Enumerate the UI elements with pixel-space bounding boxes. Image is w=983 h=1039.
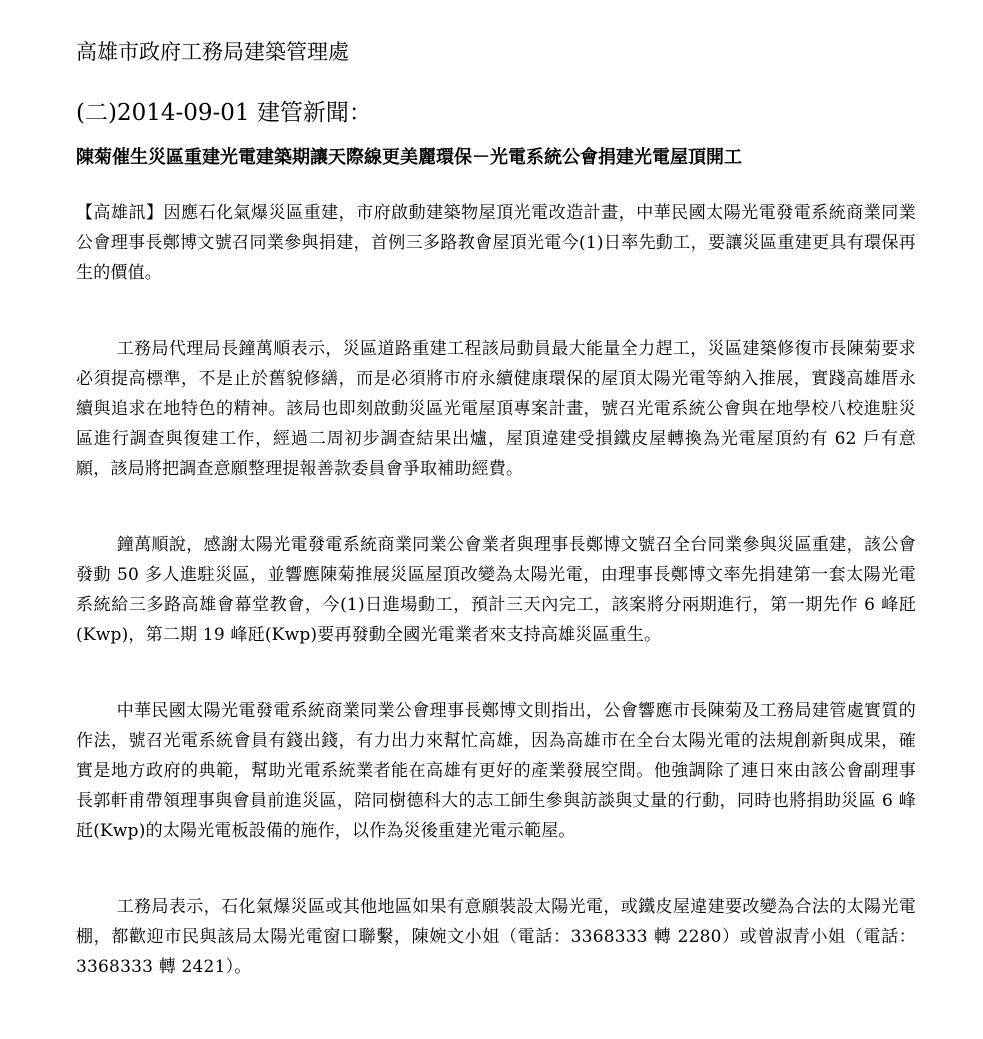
article-body xyxy=(76,198,916,982)
organization-header: 高雄市政府工務局建築管理處 xyxy=(76,40,349,64)
paragraph: 中華民國太陽光電發電系統商業同業公會理事長鄭博文則指出，公會響應市長陳菊及工務局建管處實質的作法，號召光電系統會員有錢出錢，有力出力來幫忙高雄，因為高雄市在全台太陽光電的法規創新與成果，確實是地方政府的典範，幫助光電系統業者能在高雄有更好的產業發展空間。他強調除了連日來由該公會副理事長郭軒甫帶領理事與會員前進災區，陪同樹德科大的志工師生參與訪談與丈量的行動，同時也將捐助災區 6 峰瓩(Kwp)的太陽光電板設備的施作，以作為災後重建光電示範屋。 xyxy=(76,701,916,841)
section-title: (二)2014-09-01 建管新聞： xyxy=(76,100,372,126)
paragraph-intro: 【高雄訊】因應石化氣爆災區重建，市府啟動建築物屋頂光電改造計畫，中華民國太陽光電發電系統商業同業公會理事長鄭博文號召同業參與捐建，首例三多路教會屋頂光電今(1)日率先動工，要讓災區重建更具有環保再生的價值。 xyxy=(76,203,916,283)
paragraph-contact: 工務局表示，石化氣爆災區或其他地區如果有意願裝設太陽光電，或鐵皮屋違建要改變為合法的太陽光電棚，都歡迎市民與該局太陽光電窗口聯繫，陳婉文小姐（電話：3368333 轉 2280）或曾淑青小姐（電話：3368333 轉 2421）。 xyxy=(76,897,916,977)
paragraph: 鐘萬順說，感謝太陽光電發電系統商業同業公會業者與理事長鄭博文號召全台同業參與災區重建，該公會發動 50 多人進駐災區，並響應陳菊推展災區屋頂改變為太陽光電，由理事長鄭博文率先捐建第一套太陽光電系統給三多路高雄會幕堂教會，今(1)日進場動工，預計三天內完工，該案將分兩期進行，第一期先作 6 峰瓩(Kwp)，第二期 19 峰瓩(Kwp)要再發動全國光電業者來支持高雄災區重生。 xyxy=(76,535,916,645)
news-headline: 陳菊催生災區重建光電建築期讓天際線更美麗環保－光電系統公會捐建光電屋頂開工 xyxy=(76,147,742,168)
paragraph: 工務局代理局長鐘萬順表示，災區道路重建工程該局動員最大能量全力趕工，災區建築修復市長陳菊要求必須提高標準，不是止於舊貌修繕，而是必須將市府永續健康環保的屋頂太陽光電等納入推展，實踐高雄厝永續與追求在地特色的精神。該局也即刻啟動災區光電屋頂專案計畫，號召光電系統公會與在地學校八校進駐災區進行調查與復建工作，經過二周初步調查結果出爐，屋頂違建受損鐵皮屋轉換為光電屋頂約有 62 戶有意願，該局將把調查意願整理提報善款委員會爭取補助經費。 xyxy=(76,339,916,479)
